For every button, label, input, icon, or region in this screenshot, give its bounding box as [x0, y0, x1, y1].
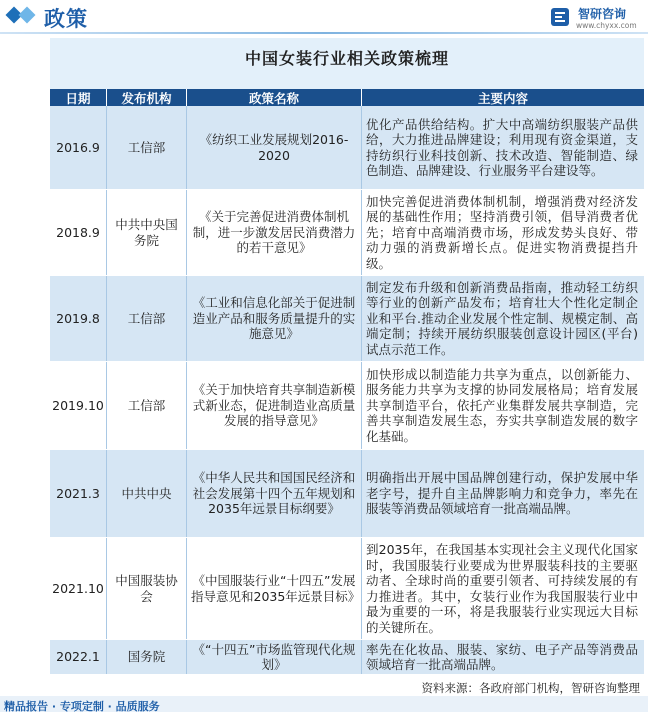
cell-date: 2022.1: [50, 640, 107, 674]
cell-org: 中共中央国务院: [107, 190, 187, 275]
table-row: [50, 362, 644, 450]
cell-policy-name: 《工业和信息化部关于促进制造业产品和服务质量提升的实施意见》: [187, 276, 362, 361]
cell-date: 2021.10: [50, 538, 107, 639]
table-row: [50, 640, 644, 675]
cell-org: 工信部: [107, 276, 187, 361]
cell-org: 中国服装协会: [107, 538, 187, 639]
cell-policy-name: 《关于完善促进消费体制机制，进一步激发居民消费潜力的若干意见》: [187, 190, 362, 275]
brand-logo-icon: [549, 6, 571, 28]
column-header-policy-name: 政策名称: [187, 89, 362, 106]
cell-date: 2019.8: [50, 276, 107, 361]
cell-content: 优化产品供给结构。扩大中高端纺织服装产品供给，大力推进品牌建设；利用现有资金渠道，支持纺织行业科技创新、技术改造、智能制造、绿色制造、品牌建设、行业服务平台建设等。: [366, 116, 638, 178]
cell-policy-name: 《中华人民共和国国民经济和社会发展第十四个五年规划和2035年远景目标纲要》: [187, 450, 362, 537]
cell-org: 中共中央: [107, 450, 187, 537]
table-row: [50, 106, 644, 190]
cell-org: 工信部: [107, 106, 187, 189]
cell-date: 2016.9: [50, 106, 107, 189]
brand-name: 智研咨询: [578, 7, 627, 21]
policy-table: [50, 89, 644, 675]
cell-policy-name: 《纺织工业发展规划2016-2020: [187, 106, 362, 189]
table-row: [50, 276, 644, 362]
header-divider: [0, 32, 648, 34]
column-header-content: 主要内容: [477, 90, 528, 106]
cell-content: 率先在化妆品、服装、家纺、电子产品等消费品领域培育一批高端品牌。: [366, 641, 638, 672]
table-title: 中国女装行业相关政策梳理: [244, 49, 449, 68]
diamond-icon: [19, 7, 36, 24]
page-header: [0, 0, 648, 34]
cell-content: 到2035年，在我国基本实现社会主义现代化国家时，我国服装行业要成为世界服装科技的主要驱动者、全球时尚的重要引领者、可持续发展的有力推进者。其中，女装行业作为我国服装行业中最为重要的一环，将是我服装行业实现远大目标的关键所在。: [366, 542, 638, 635]
table-header-row: [50, 89, 644, 106]
cell-org: 国务院: [107, 640, 187, 674]
cell-policy-name: 《关于加快培育共享制造新模式新业态，促进制造业高质量发展的指导意见》: [187, 362, 362, 449]
source-note: 资料来源：各政府部门机构，智研咨询整理: [421, 681, 640, 695]
cell-content: 制定发布升级和创新消费品指南，推动轻工纺织等行业的创新产品发布；培育壮大个性化定制企业和平台.推动企业发展个性定制、规模定制、高端定制；持续开展纺织服装创意设计园区(平台)试点示范工作。: [366, 279, 638, 357]
table-row: [50, 190, 644, 276]
page-footer: [0, 680, 648, 712]
column-header-date: 日期: [50, 89, 107, 106]
cell-policy-name: 《“十四五”市场监管现代化规划》: [187, 640, 362, 674]
cell-content: 加快形成以制造能力共享为重点，以创新能力、服务能力共享为支撑的协同发展格局；培育发展共享制造平台，依托产业集群发展共享制造，完善共享制造发展生态，夯实共享制造发展的数字化基础。: [366, 366, 638, 444]
cell-date: 2021.3: [50, 450, 107, 537]
cell-date: 2019.10: [50, 362, 107, 449]
brand-url: www.chyxx.com: [576, 21, 637, 30]
cell-content: 加快完善促进消费体制机制，增强消费对经济发展的基础性作用；坚持消费引领，倡导消费者优先；培育中高端消费市场，形成发势头良好、带动力强的消费新增长点。促进实物消费提挡升级。: [366, 193, 638, 271]
table-row: [50, 450, 644, 538]
cell-date: 2018.9: [50, 190, 107, 275]
cell-org: 工信部: [107, 362, 187, 449]
footer-slogan: 精品报告 · 专项定制 · 品质服务: [4, 700, 160, 712]
section-title: 政策: [44, 7, 88, 31]
cell-policy-name: 《中国服装行业“十四五”发展指导意见和2035年远景目标》: [187, 538, 362, 639]
column-header-org: 发布机构: [107, 89, 187, 106]
cell-content: 明确指出开展中国品牌创建行动，保护发展中华老字号，提升自主品牌影响力和竞争力，率先在服装等消费品领域培育一批高端品牌。: [366, 470, 638, 517]
table-row: [50, 538, 644, 640]
